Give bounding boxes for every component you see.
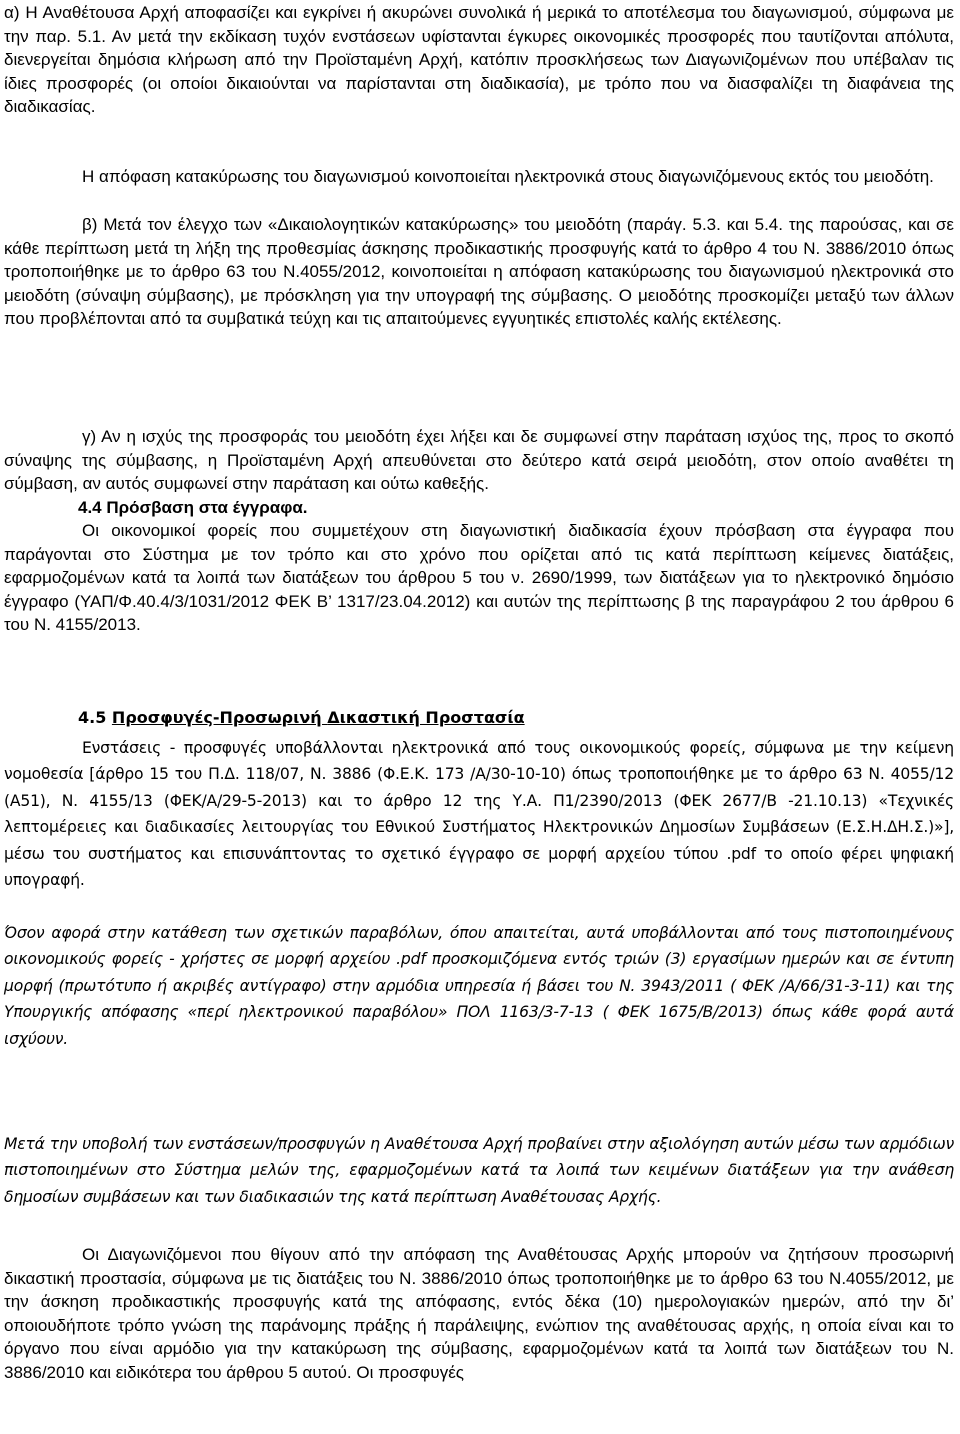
paragraph-4-5: Ενστάσεις - προσφυγές υποβάλλονται ηλεκτρονικά από τους οικονομικούς φορείς, σύμφωνα με την κείμενη νομοθεσία [άρθρο 15 του Π.Δ. 118/07, Ν. 3886 (Φ.Ε.Κ. 173 /Α/30-10-10) όπως τροποποιήθηκε με το άρθρο 63 Ν. 4055/12 (Α51), Ν. 4155/13 (ΦΕΚ/Α/29-5-2013) και το άρθρο 12 της Υ.Α. Π1/2390/2013 (ΦΕΚ 2677/Β -21.10.13) «Τεχνικές λεπτομέρειες και διαδικασίες λειτουργίας του Εθνικού Συστήματος Ηλεκτρονικών Δημοσίων Συμβάσεων (Ε.Σ.Η.ΔΗ.Σ.)»], μέσω του συστήματος και επισυνάπτοντας το σχετικό έγγραφο σε μορφή αρχείου τύπου .pdf το οποίο φέρει ψηφιακή υπογραφή. bbox=[4, 739, 954, 890]
heading-4-5-title-b: Δικαστική Προστασία bbox=[327, 708, 525, 727]
paragraph-a: α) Η Αναθέτουσα Αρχή αποφασίζει και εγκρίνει ή ακυρώνει συνολικά ή μερικά το αποτέλεσμα του διαγωνισμού, σύμφωνα με την παρ. 5.1. Αν μετά την εκδίκαση τυχόν ενστάσεων υφίστανται έγκυρες οικονομικές προσφορές που ταυτίζονται απόλυτα, διενεργείται δημόσια κλήρωση από την Προϊσταμένη Αρχή, κατόπιν προσκλήσεως των Διαγωνιζομένων που υπέβαλαν τις ίδιες προσφορές (οι οποίοι δικαιούνται να παρίστανται στη διαδικασία), με τρόπο που να διασφαλίζει τη διαφάνεια της διαδικασίας. bbox=[4, 3, 954, 117]
paragraph-b: β) Μετά τον έλεγχο των «Δικαιολογητικών κατακύρωσης» του μειοδότη (παράγ. 5.3. και 5.4. της παρούσας, και σε κάθε περίπτωση μετά τη λήξη της προθεσμίας άσκησης προδικαστικής προσφυγής κατά το άρθρο 4 του Ν. 3886/2010 όπως τροποποιήθηκε με το άρθρο 63 του Ν.4055/2012, κοινοποιείται η απόφαση κατακύρωσης του διαγωνισμού ηλεκτρονικά στο μειοδότη (σύναψη σύμβασης), με πρόσκληση για την υπογραφή της σύμβασης. Ο μειοδότης προσκομίζει μεταξύ των άλλων που προβλέπονται από τα συμβατικά τεύχη και τις απαιτούμενες εγγυητικές επιστολές καλής εκτέλεσης. bbox=[4, 215, 954, 329]
paragraph-fees: Όσον αφορά στην κατάθεση των σχετικών παραβόλων, όπου απαιτείται, αυτά υποβάλλονται από τους πιστοποιημένους οικονομικούς φορείς - χρήστες σε μορφή αρχείου .pdf προσκομιζόμενα εντός τριών (3) εργασίμων ημερών και σε έντυπη μορφή (πρωτότυπο ή ακριβές αντίγραφο) στην αρμόδια υπηρεσία ή βάσει του Ν. 3943/2011 ( ΦΕΚ /Α/66/31-3-11) και της Υπουργικής απόφασης «περί ηλεκτρονικού παραβόλου» ΠΟΛ 1163/3-7-13 ( ΦΕΚ 1675/Β/2013) όπως κάθε φορά αυτά ισχύουν. bbox=[4, 924, 954, 1048]
paragraph-a-notification: Η απόφαση κατακύρωσης του διαγωνισμού κοινοποιείται ηλεκτρονικά στους διαγωνιζόμενους εκτός του μειοδότη. bbox=[82, 167, 934, 186]
paragraph-evaluation: Μετά την υποβολή των ενστάσεων/προσφυγών η Αναθέτουσα Αρχή προβαίνει στην αξιολόγηση αυτών μέσω των αρμόδιων πιστοποιημένων στο Σύστημα μελών της, εφαρμοζομένων κατά τα λοιπά των κειμένων διατάξεων για την ανάθεση δημοσίων συμβάσεων και των διαδικασιών της κατά περίπτωση Αναθέτουσας Αρχής. bbox=[4, 1135, 954, 1206]
heading-4-5 bbox=[78, 706, 525, 730]
heading-4-5-title-a: Προσφυγές-Προσωρινή bbox=[111, 708, 328, 727]
paragraph-interim-protection: Οι Διαγωνιζόμενοι που θίγουν από την απόφαση της Αναθέτουσας Αρχής μπορούν να ζητήσουν προσωρινή δικαστική προστασία, σύμφωνα με τις διατάξεις του Ν. 3886/2010 όπως τροποποιήθηκε με το άρθρο 63 του Ν.4055/2012, με την άσκηση προδικαστικής προσφυγής κατά της απόφασης, εντός δέκα (10) ημερολογιακών ημερών, από την δι’ οποιουδήποτε τρόπο γνώση της παράνομης πράξης ή παράλειψης, ενώπιον της αναθέτουσας αρχής, η οποία είναι και το όργανο που είναι αρμόδιο για την κατακύρωση της σύμβασης, εφαρμοζομένων κατά τα λοιπά των διατάξεων του Ν. 3886/2010 και ειδικότερα του άρθρου 5 αυτού. Οι προσφυγές bbox=[4, 1245, 954, 1382]
heading-4-4: 4.4 Πρόσβαση στα έγγραφα. bbox=[78, 498, 308, 517]
heading-4-5-number: 4.5 bbox=[78, 708, 112, 727]
paragraph-c: γ) Αν η ισχύς της προσφοράς του μειοδότη έχει λήξει και δε συμφωνεί στην παράταση ισχύος της, προς το σκοπό σύναψης της σύμβασης, η Προϊσταμένη Αρχή απευθύνεται στο δεύτερο κατά σειρά μειοδότη, στον οποίο αναθέτει τη σύμβαση, αν αυτός συμφωνεί στην παράταση και ούτω καθεξής. bbox=[4, 427, 954, 494]
paragraph-4-4: Οι οικονομικοί φορείς που συμμετέχουν στη διαγωνιστική διαδικασία έχουν πρόσβαση στα έγγραφα που παράγονται στο Σύστημα με τον τρόπο και στο χρόνο που ορίζεται από τις κατά περίπτωση κείμενες διατάξεις, εφαρμοζομένων κατά τα λοιπά των διατάξεων του άρθρου 5 του ν. 2690/1999, των διατάξεων για το ηλεκτρονικό δημόσιο έγγραφο (ΥΑΠ/Φ.40.4/3/1031/2012 ΦΕΚ Β’ 1317/23.04.2012) και αυτών της περίπτωσης β της παραγράφου 2 του άρθρου 6 του Ν. 4155/2013. bbox=[4, 521, 954, 635]
